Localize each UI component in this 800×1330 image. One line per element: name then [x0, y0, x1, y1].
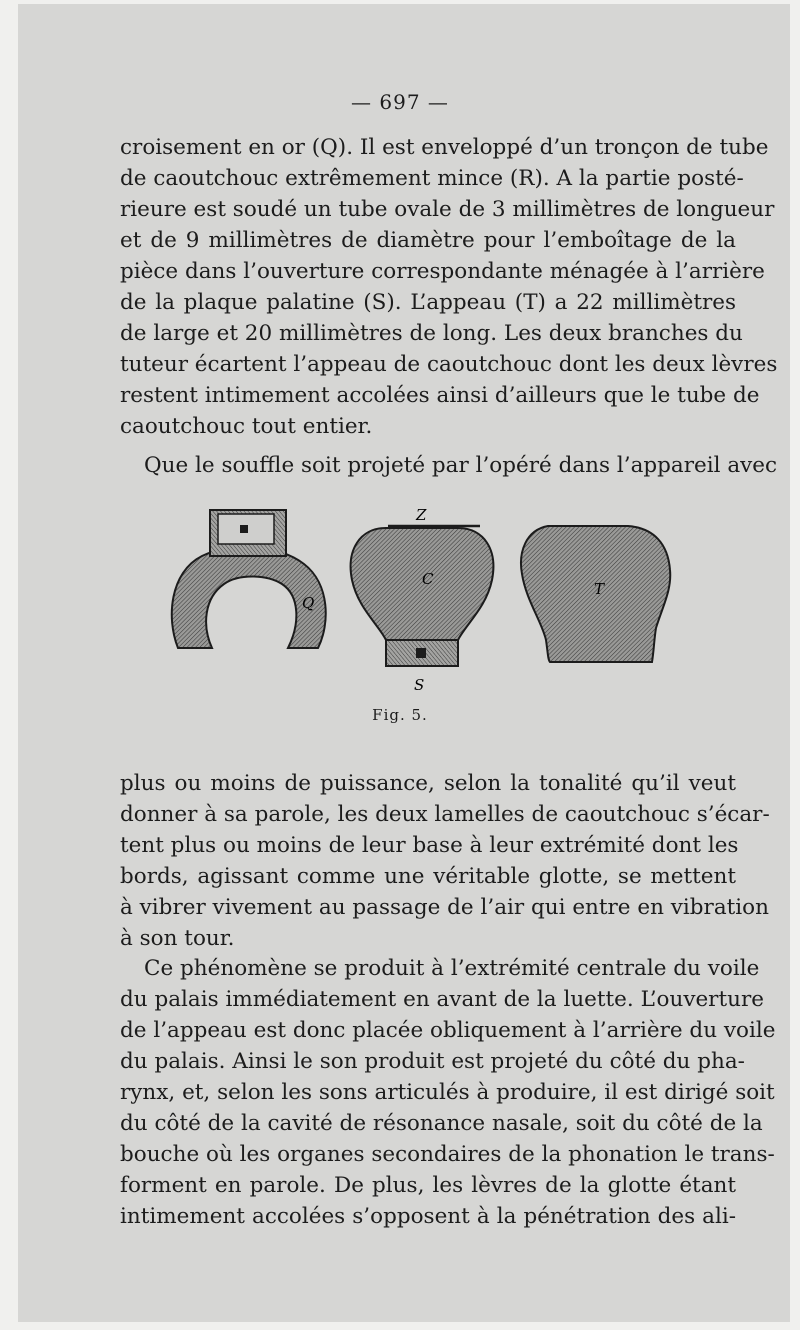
text-line: de large et 20 millimètres de long. Les deux branches du	[120, 321, 743, 346]
paragraph-2	[120, 450, 778, 481]
text-line: caoutchouc tout entier.	[120, 414, 373, 439]
text-line: du palais immédiatement en avant de la luette. L’ouverture	[120, 987, 764, 1012]
figure-5-illustration	[160, 500, 680, 700]
text-line: croisement en or (Q). Il est enveloppé d’un tronçon de tube	[120, 135, 769, 160]
text-line: intimement accolées s’opposent à la pénétration des ali-	[120, 1204, 736, 1229]
text-line: à son tour.	[120, 926, 235, 951]
label-q: Q	[302, 594, 315, 612]
label-s: S	[414, 676, 425, 694]
text-line: donner à sa parole, les deux lamelles de caoutchouc s’écar-	[120, 802, 770, 827]
figure-5-drawing	[160, 500, 680, 700]
horseshoe-tutor-part	[172, 510, 326, 648]
text-line: à vibrer vivement au passage de l’air qui entre en vibration	[120, 895, 769, 920]
page-number: — 697 —	[351, 90, 449, 114]
text-line: Ce phénomène se produit à l’extrémité centrale du voile	[144, 956, 760, 981]
text-line: pièce dans l’ouverture correspondante ménagée à l’arrière	[120, 259, 765, 284]
text-line: tent plus ou moins de leur base à leur extrémité dont les	[120, 833, 739, 858]
label-z: Z	[416, 506, 427, 524]
appeau-piece	[521, 526, 670, 662]
paragraph-4	[120, 953, 776, 1232]
text-line: forment en parole. De plus, les lèvres de la glotte étant	[120, 1173, 736, 1198]
text-line: plus ou moins de puissance, selon la tonalité qu’il veut	[120, 771, 736, 796]
label-c: C	[422, 570, 434, 588]
figure-caption: Fig. 5.	[372, 706, 428, 724]
paragraph-3	[120, 768, 770, 954]
text-line: de caoutchouc extrêmement mince (R). A la partie posté-	[120, 166, 744, 191]
text-line: et de 9 millimètres de diamètre pour l’emboîtage de la	[120, 228, 736, 253]
text-line: rynx, et, selon les sons articulés à produire, il est dirigé soit	[120, 1080, 775, 1105]
text-line: du palais. Ainsi le son produit est projeté du côté du pha-	[120, 1049, 745, 1074]
text-line: restent intimement accolées ainsi d’ailleurs que le tube de	[120, 383, 760, 408]
label-t: T	[594, 580, 605, 598]
text-line: de l’appeau est donc placée obliquement à l’arrière du voile	[120, 1018, 776, 1043]
text-line: bouche où les organes secondaires de la phonation le trans-	[120, 1142, 775, 1167]
text-line: Que le souffle soit projeté par l’opéré dans l’appareil avec	[144, 453, 778, 478]
tube-piece	[351, 506, 494, 694]
text-line: du côté de la cavité de résonance nasale, soit du côté de la	[120, 1111, 763, 1136]
text-line: rieure est soudé un tube ovale de 3 millimètres de longueur	[120, 197, 775, 222]
text-line: bords, agissant comme une véritable glotte, se mettent	[120, 864, 736, 889]
text-line: de la plaque palatine (S). L’appeau (T) a 22 millimètres	[120, 290, 736, 315]
text-line: tuteur écartent l’appeau de caoutchouc dont les deux lèvres	[120, 352, 778, 377]
paragraph-1	[120, 132, 778, 442]
